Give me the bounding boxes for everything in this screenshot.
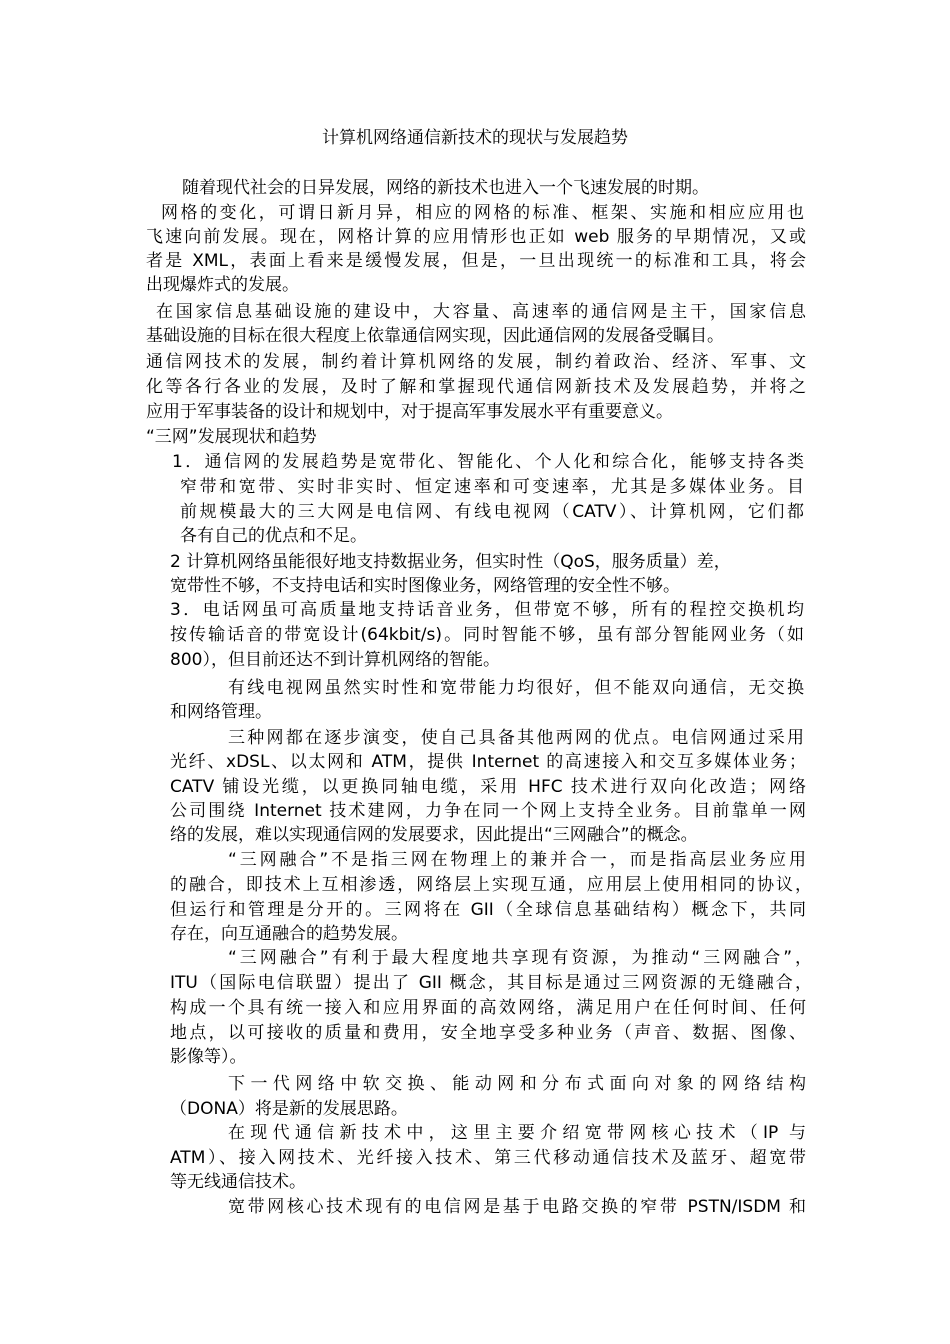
body-line: 光纤、xDSL、以太网和 ATM，提供 Internet 的高速接入和交互多媒体业务； [170,752,806,772]
body-line: 的融合，即技术上互相渗透，网络层上实现互通，应用层上使用相同的协议， [170,875,812,895]
section-heading: “三网”发展现状和趋势 [146,427,317,447]
body-line: 飞速向前发展。现在，网格计算的应用情形也正如 web 服务的早期情况，又或 [146,227,806,247]
list-item-line: 前规模最大的三大网是电信网、有线电视网（CATV）、计算机网，它们都 [180,502,804,522]
body-line: 和网络管理。 [170,702,272,722]
body-line: 化等各行各业的发展，及时了解和掌握现代通信网新技术及发展趋势，并将之 [146,377,806,397]
body-line: 存在，向互通融合的趋势发展。 [170,924,408,944]
list-item-line: 800），但目前还达不到计算机网络的智能。 [170,650,500,670]
body-line: 通信网技术的发展，制约着计算机网络的发展，制约着政治、经济、军事、文 [146,352,806,372]
body-line: 构成一个具有统一接入和应用界面的高效网络，满足用户在任何时间、任何 [170,998,806,1018]
body-line: 者是 XML，表面上看来是缓慢发展，但是，一旦出现统一的标准和工具，将会 [146,251,806,271]
list-item-line: 各有自己的优点和不足。 [180,526,367,546]
body-line: 络的发展，难以实现通信网的发展要求，因此提出“三网融合”的概念。 [170,825,698,845]
body-line: 有线电视网虽然实时性和宽带能力均很好，但不能双向通信，无交换 [228,678,804,698]
body-line: 宽带网核心技术现有的电信网是基于电路交换的窄带 PSTN/ISDM 和 [228,1197,806,1217]
body-line: 网格的变化，可谓日新月异，相应的网格的标准、框架、实施和相应应用也 [161,203,804,223]
body-line: 下一代网络中软交换、能动网和分布式面向对象的网络结构 [228,1074,806,1094]
list-item-line: 1．通信网的发展趋势是宽带化、智能化、个人化和综合化，能够支持各类 [172,452,804,472]
body-line: 但运行和管理是分开的。三网将在 GII（全球信息基础结构）概念下，共同 [170,900,806,920]
list-item-line: 宽带性不够，不支持电话和实时图像业务，网络管理的安全性不够。 [170,576,680,596]
body-line: CATV 铺设光缆，以更换同轴电缆，采用 HFC 技术进行双向化改造；网络 [170,777,806,797]
list-item-line: 3．电话网虽可高质量地支持话音业务，但带宽不够，所有的程控交换机均 [170,600,804,620]
body-line: 等无线通信技术。 [170,1172,306,1192]
body-line: 基础设施的目标在很大程度上依靠通信网实现，因此通信网的发展备受瞩目。 [146,326,724,346]
body-line: 应用于军事装备的设计和规划中，对于提高军事发展水平有重要意义。 [146,402,673,422]
list-item-line: 按传输话音的带宽设计(64kbit/s)。同时智能不够，虽有部分智能网业务（如 [170,625,804,645]
body-line: ITU（国际电信联盟）提出了 GII 概念，其目标是通过三网资源的无缝融合， [170,973,812,993]
body-line: 随着现代社会的日异发展，网络的新技术也进入一个飞速发展的时期。 [182,178,709,198]
document-title: 计算机网络通信新技术的现状与发展趋势 [322,128,628,148]
body-line: 在现代通信新技术中，这里主要介绍宽带网核心技术（IP 与 [228,1123,806,1143]
body-line: 影像等）。 [170,1047,247,1067]
body-line: 公司围绕 Internet 技术建网，力争在同一个网上支持全业务。目前靠单一网 [170,801,806,821]
body-line: ATM）、接入网技术、光纤接入技术、第三代移动通信技术及蓝牙、超宽带 [170,1148,806,1168]
body-line: “三网融合”有利于最大程度地共享现有资源，为推动“三网融合”， [228,948,812,968]
body-line: 在国家信息基础设施的建设中，大容量、高速率的通信网是主干，国家信息 [156,302,806,322]
body-line: 地点，以可接收的质量和费用，安全地享受多种业务（声音、数据、图像、 [170,1023,806,1043]
list-item-line: 窄带和宽带、实时非实时、恒定速率和可变速率，尤其是多媒体业务。目 [180,477,804,497]
body-line: （DONA）将是新的发展思路。 [170,1099,408,1119]
body-line: 出现爆炸式的发展。 [146,275,299,295]
body-line: “三网融合”不是指三网在物理上的兼并合一，而是指高层业务应用 [228,850,806,870]
body-line: 三种网都在逐步演变，使自己具备其他两网的优点。电信网通过采用 [228,728,804,748]
list-item-line: 2 计算机网络虽能很好地支持数据业务，但实时性（QoS，服务质量）差， [170,552,731,572]
